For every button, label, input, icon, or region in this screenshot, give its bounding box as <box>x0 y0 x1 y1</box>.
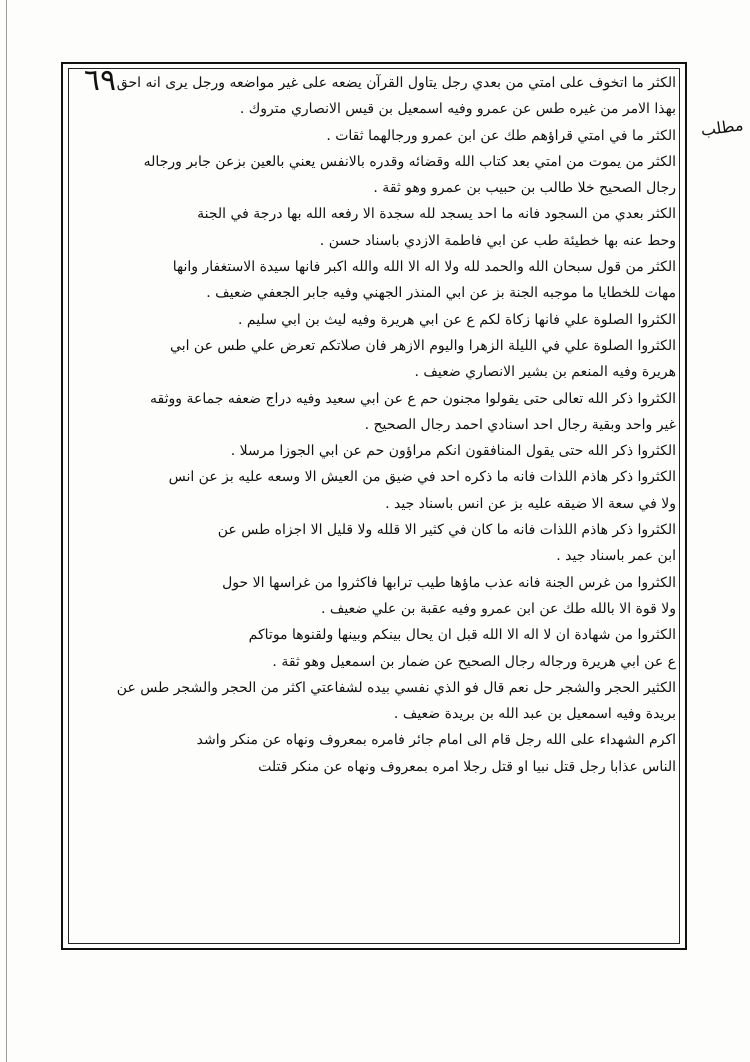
text-line: مهات للخطايا ما موجبه الجنة بز عن ابي المنذر الجهني وفيه جابر الجعفي ضعيف . <box>206 285 676 302</box>
text-line: الكثروا ذكر الله حتى يقول المنافقون انكم مراؤون حم عن ابي الجوزا مرسلا . <box>230 443 676 460</box>
scan-edge-line <box>6 0 7 1062</box>
text-line: الناس عذابا رجل قتل نبيا او قتل رجلا امره بمعروف ونهاه عن منكر قتلت <box>258 758 676 775</box>
text-line: رجال الصحيح خلا طالب بن حبيب بن عمرو وهو ثقة . <box>373 180 676 197</box>
text-line: الكثروا من شهادة ان لا اله الا الله قبل ان يحال بينكم وبينها ولقنوها موتاكم <box>248 627 676 644</box>
text-line: الكثروا الصلوة علي فانها زكاة لكم ع عن ابي هريرة وفيه ليث بن ابي سليم . <box>238 311 676 328</box>
text-line: الكثر من قول سبحان الله والحمد لله ولا اله الا الله والله اكبر فانها سيدة الاستغفار وانها <box>172 259 676 276</box>
text-line: الكثروا ذكر هاذم اللذات فانه ما ذكره احد في ضيق من العيش الا وسعه عليه بز عن انس <box>168 469 676 486</box>
text-line: بريدة وفيه اسمعيل بن عبد الله بن بريدة ضعيف . <box>393 706 676 723</box>
text-line: الكثروا ذكر الله تعالى حتى يقولوا مجنون حم ع عن ابي سعيد وفيه دراج ضعفه جماعة ووثقه <box>150 390 676 407</box>
text-line: هريرة وفيه المنعم بن بشير الانصاري ضعيف . <box>414 364 676 381</box>
text-line: الكثروا ذكر هاذم اللذات فانه ما كان في كثير الا قلله ولا قليل الا اجزاه طس عن <box>217 522 676 539</box>
text-line: الكثروا من غرس الجنة فانه عذب ماؤها طيب ترابها فاكثروا من غراسها الا حول <box>222 574 676 591</box>
text-line: الكثير الحجر والشجر حل نعم قال فو الذي نفسي بيده لشفاعتي اكثر من الحجر والشجر طس عن <box>116 679 676 696</box>
text-line: ولا في سعة الا ضيقه عليه بز عن انس باسناد جيد . <box>385 495 676 512</box>
text-line: ابن عمر باسناد جيد . <box>556 548 676 565</box>
text-line: الكثر من يموت من امتي بعد كتاب الله وقضائه وقدره بالانفس يعني بالعين بزعن جابر ورجاله <box>143 153 676 170</box>
text-line: الكثروا الصلوة علي في الليلة الزهرا واليوم الازهر فان صلاتكم تعرض علي طس عن ابي <box>170 337 676 354</box>
text-line: ولا قوة الا بالله طك عن ابن عمرو وفيه عقبة بن علي ضعيف . <box>321 600 676 617</box>
text-line: الكثر بعدي من السجود فانه ما احد يسجد لله سجدة الا رفعه الله بها درجة في الجنة <box>197 206 676 223</box>
text-line: الكثر ما اتخوف على امتي من بعدي رجل يتاول القرآن يضعه على غير مواضعه ورجل يرى انه احق <box>116 75 676 91</box>
text-line: الكثر ما في امتي قراؤهم طك عن ابن عمرو ورجالهما ثقات . <box>326 127 676 144</box>
page-number: ٦٩ <box>83 63 117 98</box>
margin-note: مطلب <box>699 115 745 140</box>
text-line: وحط عنه بها خطيئة طب عن ابي فاطمة الازدي باسناد حسن . <box>319 232 676 249</box>
text-line: اكرم الشهداء على الله رجل قام الى امام جائر فامره بمعروف ونهاه عن منكر واشد <box>196 732 676 749</box>
text-line: بهذا الامر من غيره طس عن عمرو وفيه اسمعيل بن قيس الانصاري متروك . <box>239 101 676 118</box>
text-line: غير واحد وبقية رجال احد اسنادي احمد رجال الصحيح . <box>364 416 676 433</box>
manuscript-text-block <box>72 70 676 942</box>
text-line: ع عن ابي هريرة ورجاله رجال الصحيح عن ضمار بن اسمعيل وهو ثقة . <box>272 653 676 670</box>
